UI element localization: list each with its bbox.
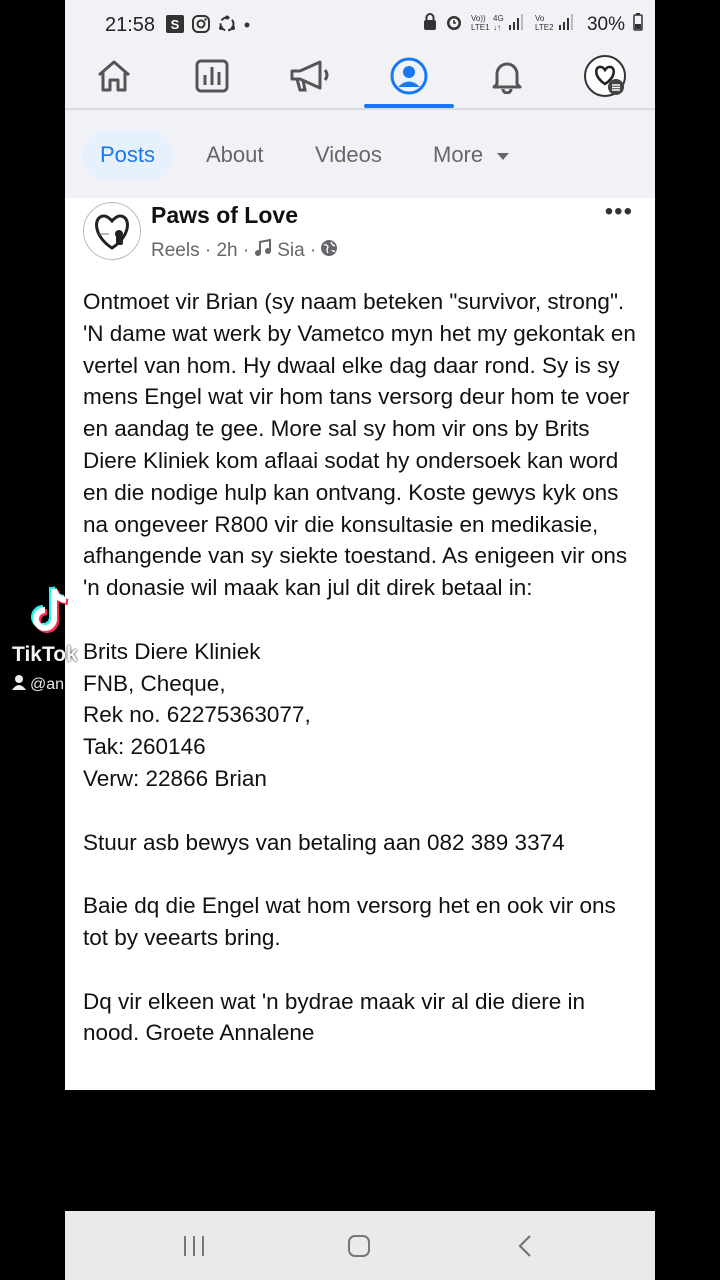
meta-reels: Reels · 2h ·: [151, 240, 250, 261]
tiktok-username: @an: [30, 675, 65, 693]
phone-screen: [65, 0, 655, 1090]
person-icon: [12, 674, 26, 695]
megaphone-icon[interactable]: [288, 56, 332, 96]
post-card: [65, 198, 655, 1090]
battery-icon: [633, 12, 643, 38]
page-tabs: [65, 110, 655, 200]
bell-icon[interactable]: [485, 56, 529, 96]
tab-posts-label: Posts: [100, 142, 156, 167]
svg-text:↓↑: ↓↑: [492, 23, 501, 32]
status-bar: [65, 0, 655, 52]
page-avatar-icon[interactable]: [583, 56, 627, 96]
tab-more-label: More: [433, 142, 484, 167]
lock-icon: [423, 12, 437, 38]
svg-text:LTE1: LTE1: [470, 23, 490, 32]
music-note-icon: [253, 238, 273, 264]
svg-text:4G: 4G: [492, 14, 504, 23]
system-navigation-bar: [65, 1211, 655, 1280]
page-name[interactable]: Paws of Love: [151, 202, 298, 228]
status-right: [423, 12, 643, 38]
status-time: 21:58: [105, 14, 156, 36]
tiktok-brand: TikTok: [12, 643, 78, 666]
dot-icon: [243, 14, 251, 39]
volte-signal-icon: [471, 12, 527, 38]
tab-about-label: About: [206, 142, 264, 167]
svg-text:S: S: [170, 17, 180, 32]
instagram-icon: [191, 14, 211, 39]
meta-music: Sia ·: [277, 240, 317, 261]
signal-2-icon: [535, 12, 579, 38]
alarm-icon: [445, 12, 463, 38]
svg-text:Vo: Vo: [534, 14, 545, 23]
tiktok-user: [12, 674, 64, 695]
svg-text:Vo)): Vo)): [470, 14, 486, 23]
sync-icon: [217, 14, 237, 39]
home-icon[interactable]: [92, 56, 136, 96]
recent-apps-button[interactable]: [174, 1229, 214, 1263]
svg-text:LTE2: LTE2: [534, 23, 554, 32]
s-app-icon: [165, 14, 185, 39]
tab-videos[interactable]: [297, 130, 400, 180]
tab-more[interactable]: [415, 130, 529, 180]
battery-percent: 30%: [586, 14, 625, 35]
top-navigation: [65, 52, 655, 110]
caret-down-icon: [489, 142, 511, 167]
chart-icon[interactable]: [190, 56, 234, 96]
post-meta: [151, 238, 338, 264]
page-avatar[interactable]: [83, 202, 141, 260]
tab-posts[interactable]: [82, 130, 173, 180]
tab-videos-label: Videos: [315, 142, 382, 167]
status-left-icons: [165, 14, 251, 39]
active-tab-indicator: [364, 104, 454, 108]
tab-about[interactable]: [188, 130, 282, 180]
post-options-button[interactable]: •••: [604, 198, 633, 225]
globe-icon: [320, 239, 338, 263]
back-button[interactable]: [505, 1229, 545, 1263]
home-button[interactable]: [339, 1229, 379, 1263]
post-text: Ontmoet vir Brian (sy naam beteken "survivor, strong". 'N dame wat werk by Vametco myn het my gekontak en vertel van hom. Hy dwaal elke dag daar rond. Sy is sy mens Engel wat vir hom tans versorg deur hom te voer en aandag te gee. More sal sy hom vir ons by Brits Diere Kliniek kom aflaai sodat hy ondersoek kan word en die nodige hulp kan ontvang. Koste gewys kyk ons na ongeveer R800 vir die konsultasie en medikasie, afhangende van sy siekte toestand. As enigeen vir ons 'n donasie wil maak kan jul dit direk betaal in: Brits Diere Kliniek FNB, Cheque, Rek no. 62275363077, Tak: 260146 Verw: 22866 Brian Stuur asb bewys van betaling aan 082 389 3374 Baie dq die Engel wat hom versorg het en ook vir ons tot by veearts bring. Dq vir elkeen wat 'n bydrae maak vir al die diere in nood. Groete Annalene: [83, 289, 636, 1046]
profile-icon[interactable]: [387, 56, 431, 96]
tiktok-watermark: [10, 585, 110, 705]
